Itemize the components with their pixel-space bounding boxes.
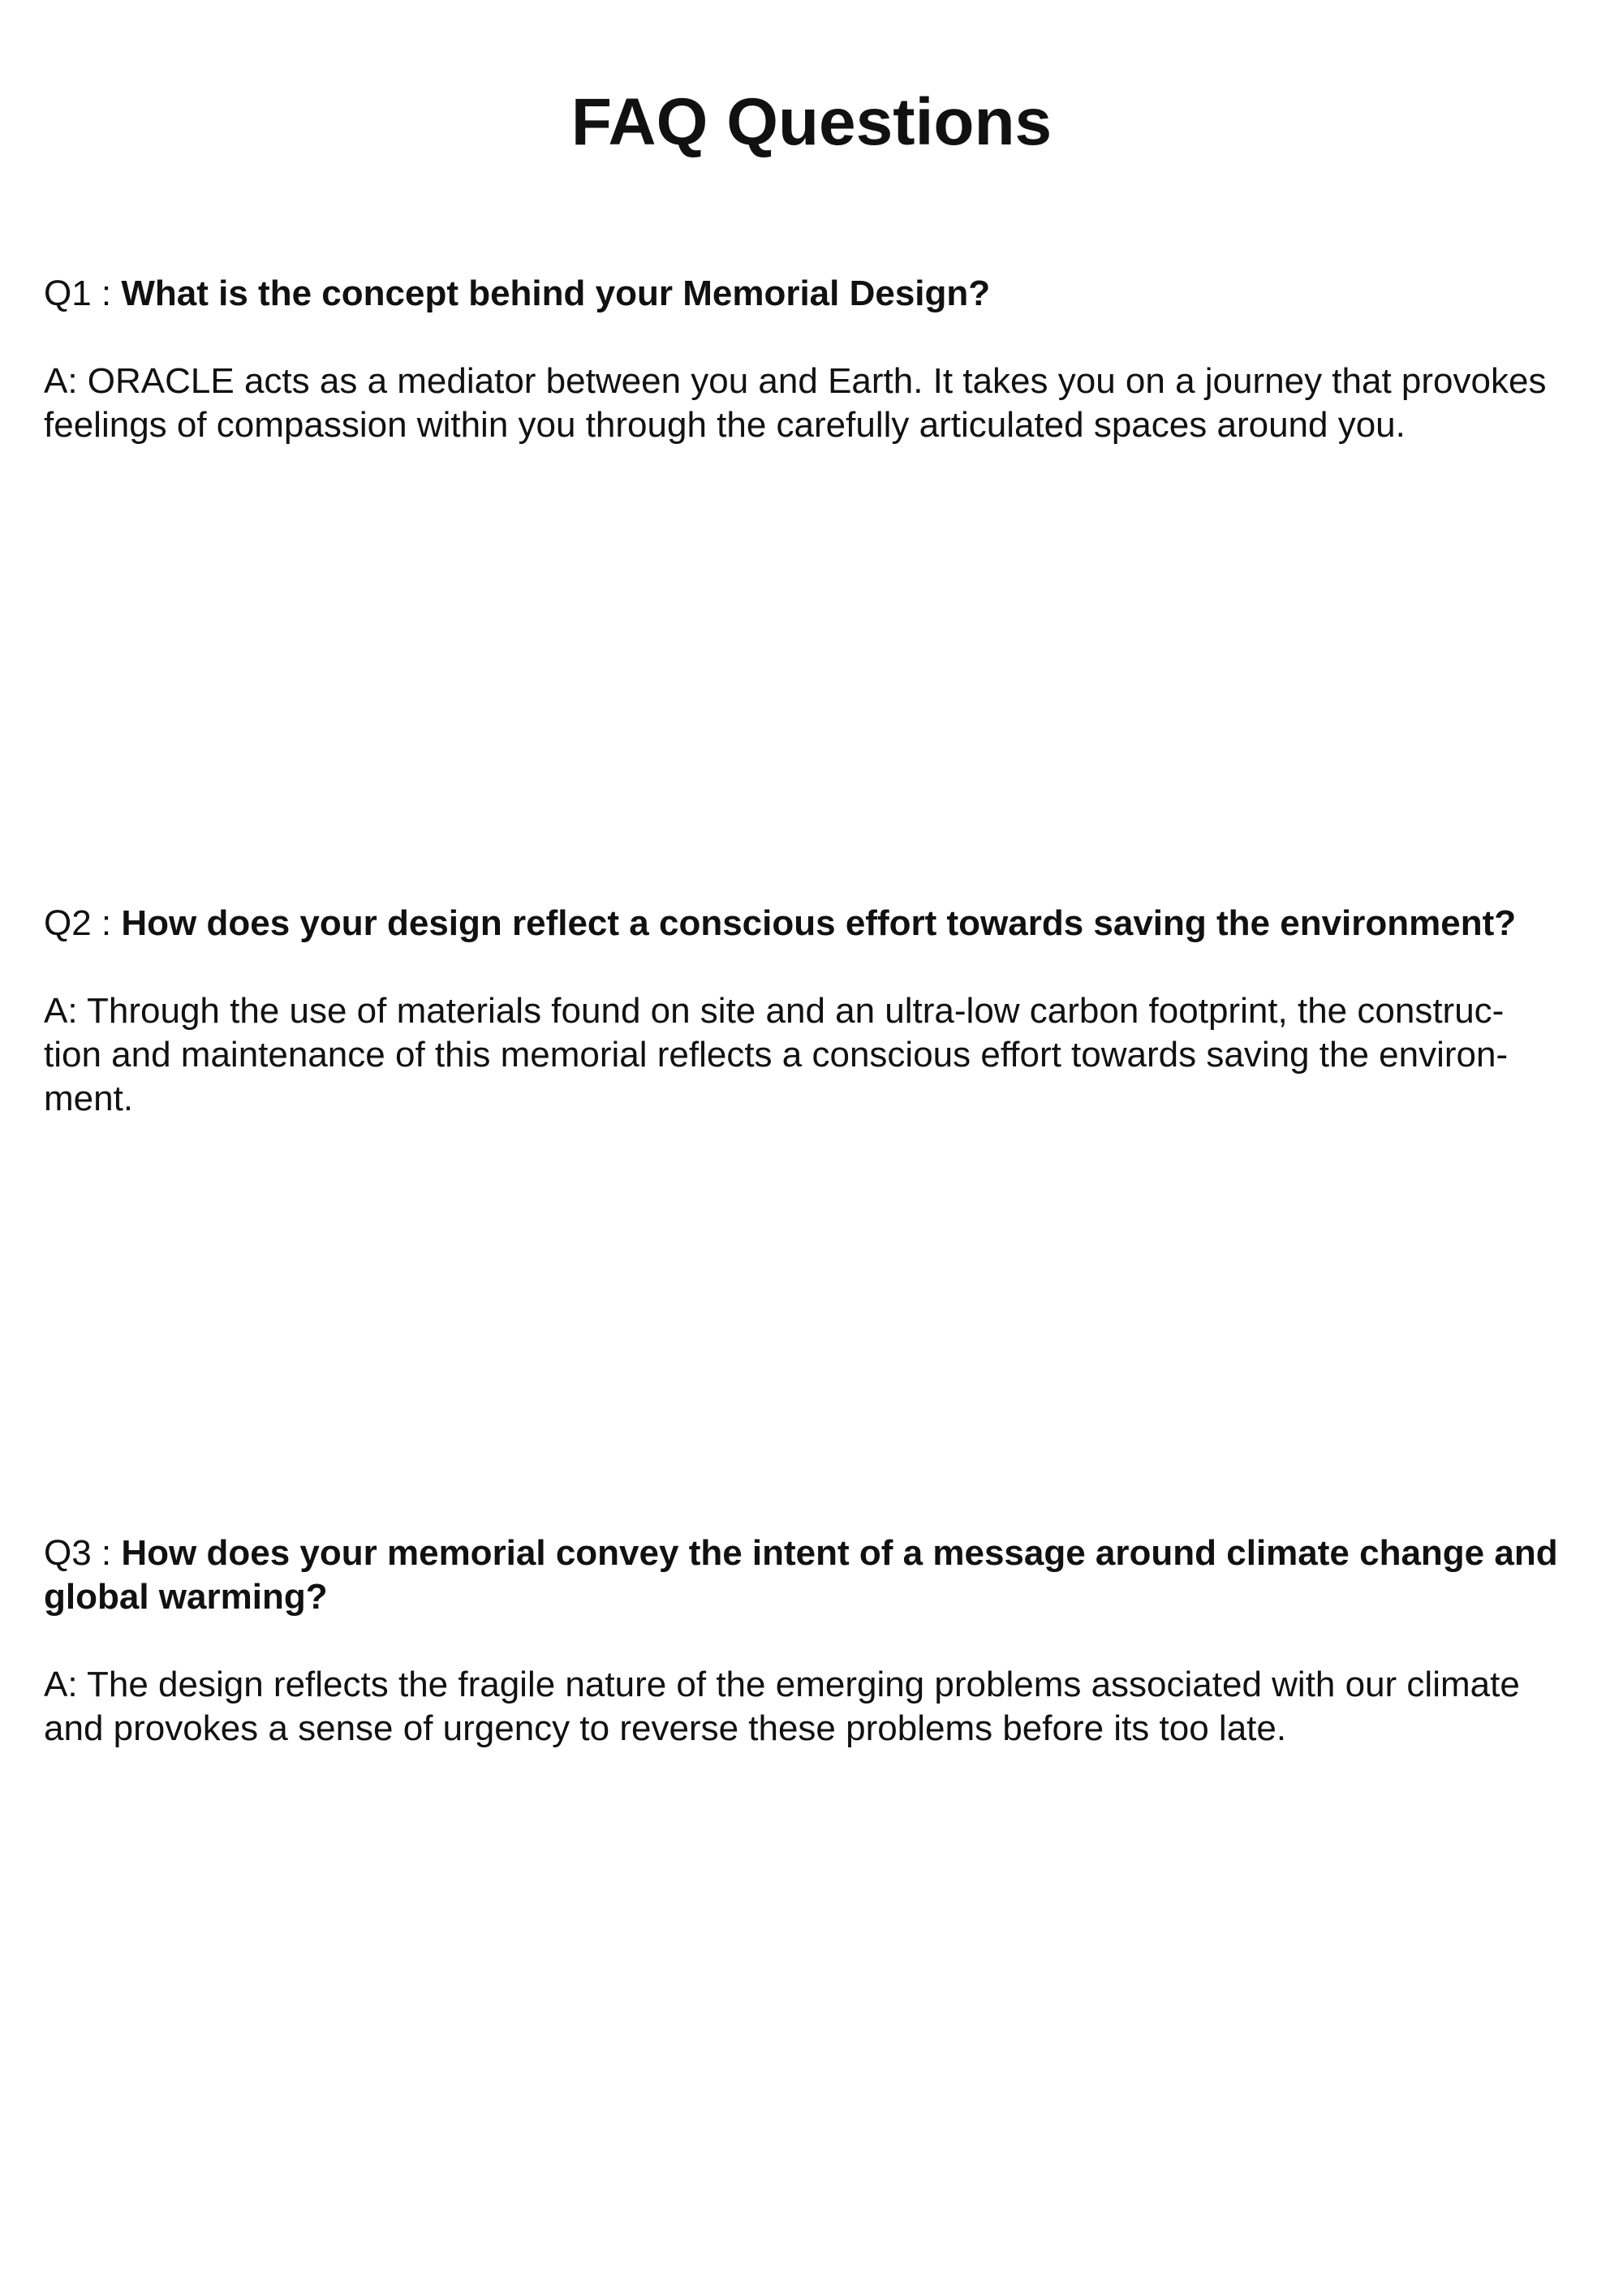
question-number-2: Q2 : [44,903,122,943]
faq-answer-3 [44,1663,1586,1751]
answer-line: and provokes a sense of urgency to reverse these problems before its too late. [44,1708,1287,1748]
answer-line: A: ORACLE acts as a mediator between you and Earth. It takes you on a journey that provokes [44,361,1547,401]
answer-line: feelings of compassion within you through the carefully articulated spaces around you. [44,405,1406,445]
faq-question-2 [44,902,1586,946]
answer-line: A: The design reflects the fragile nature of the emerging problems associated with our climate [44,1665,1520,1704]
faq-item-2 [44,902,1586,1121]
question-text-3: How does your memorial convey the intent of a message around climate change and global warming? [44,1533,1558,1617]
faq-question-1 [44,272,1586,316]
question-text-2: How does your design reflect a conscious effort towards saving the environment? [121,903,1517,943]
faq-answer-2 [44,989,1586,1121]
question-text-1: What is the concept behind your Memorial Design? [121,274,991,313]
faq-answer-1 [44,360,1586,447]
faq-item-3 [44,1531,1586,1751]
answer-line: tion and maintenance of this memorial reflects a conscious effort towards saving the environ- [44,1035,1509,1075]
page-title: FAQ Questions [570,85,1053,159]
answer-line: A: Through the use of materials found on site and an ultra-low carbon footprint, the construc- [44,991,1505,1031]
question-number-3: Q3 : [44,1533,122,1573]
answer-line: ment. [44,1079,134,1118]
question-number-1: Q1 : [44,274,122,313]
faq-question-3 [44,1531,1586,1619]
faq-item-1 [44,272,1586,447]
